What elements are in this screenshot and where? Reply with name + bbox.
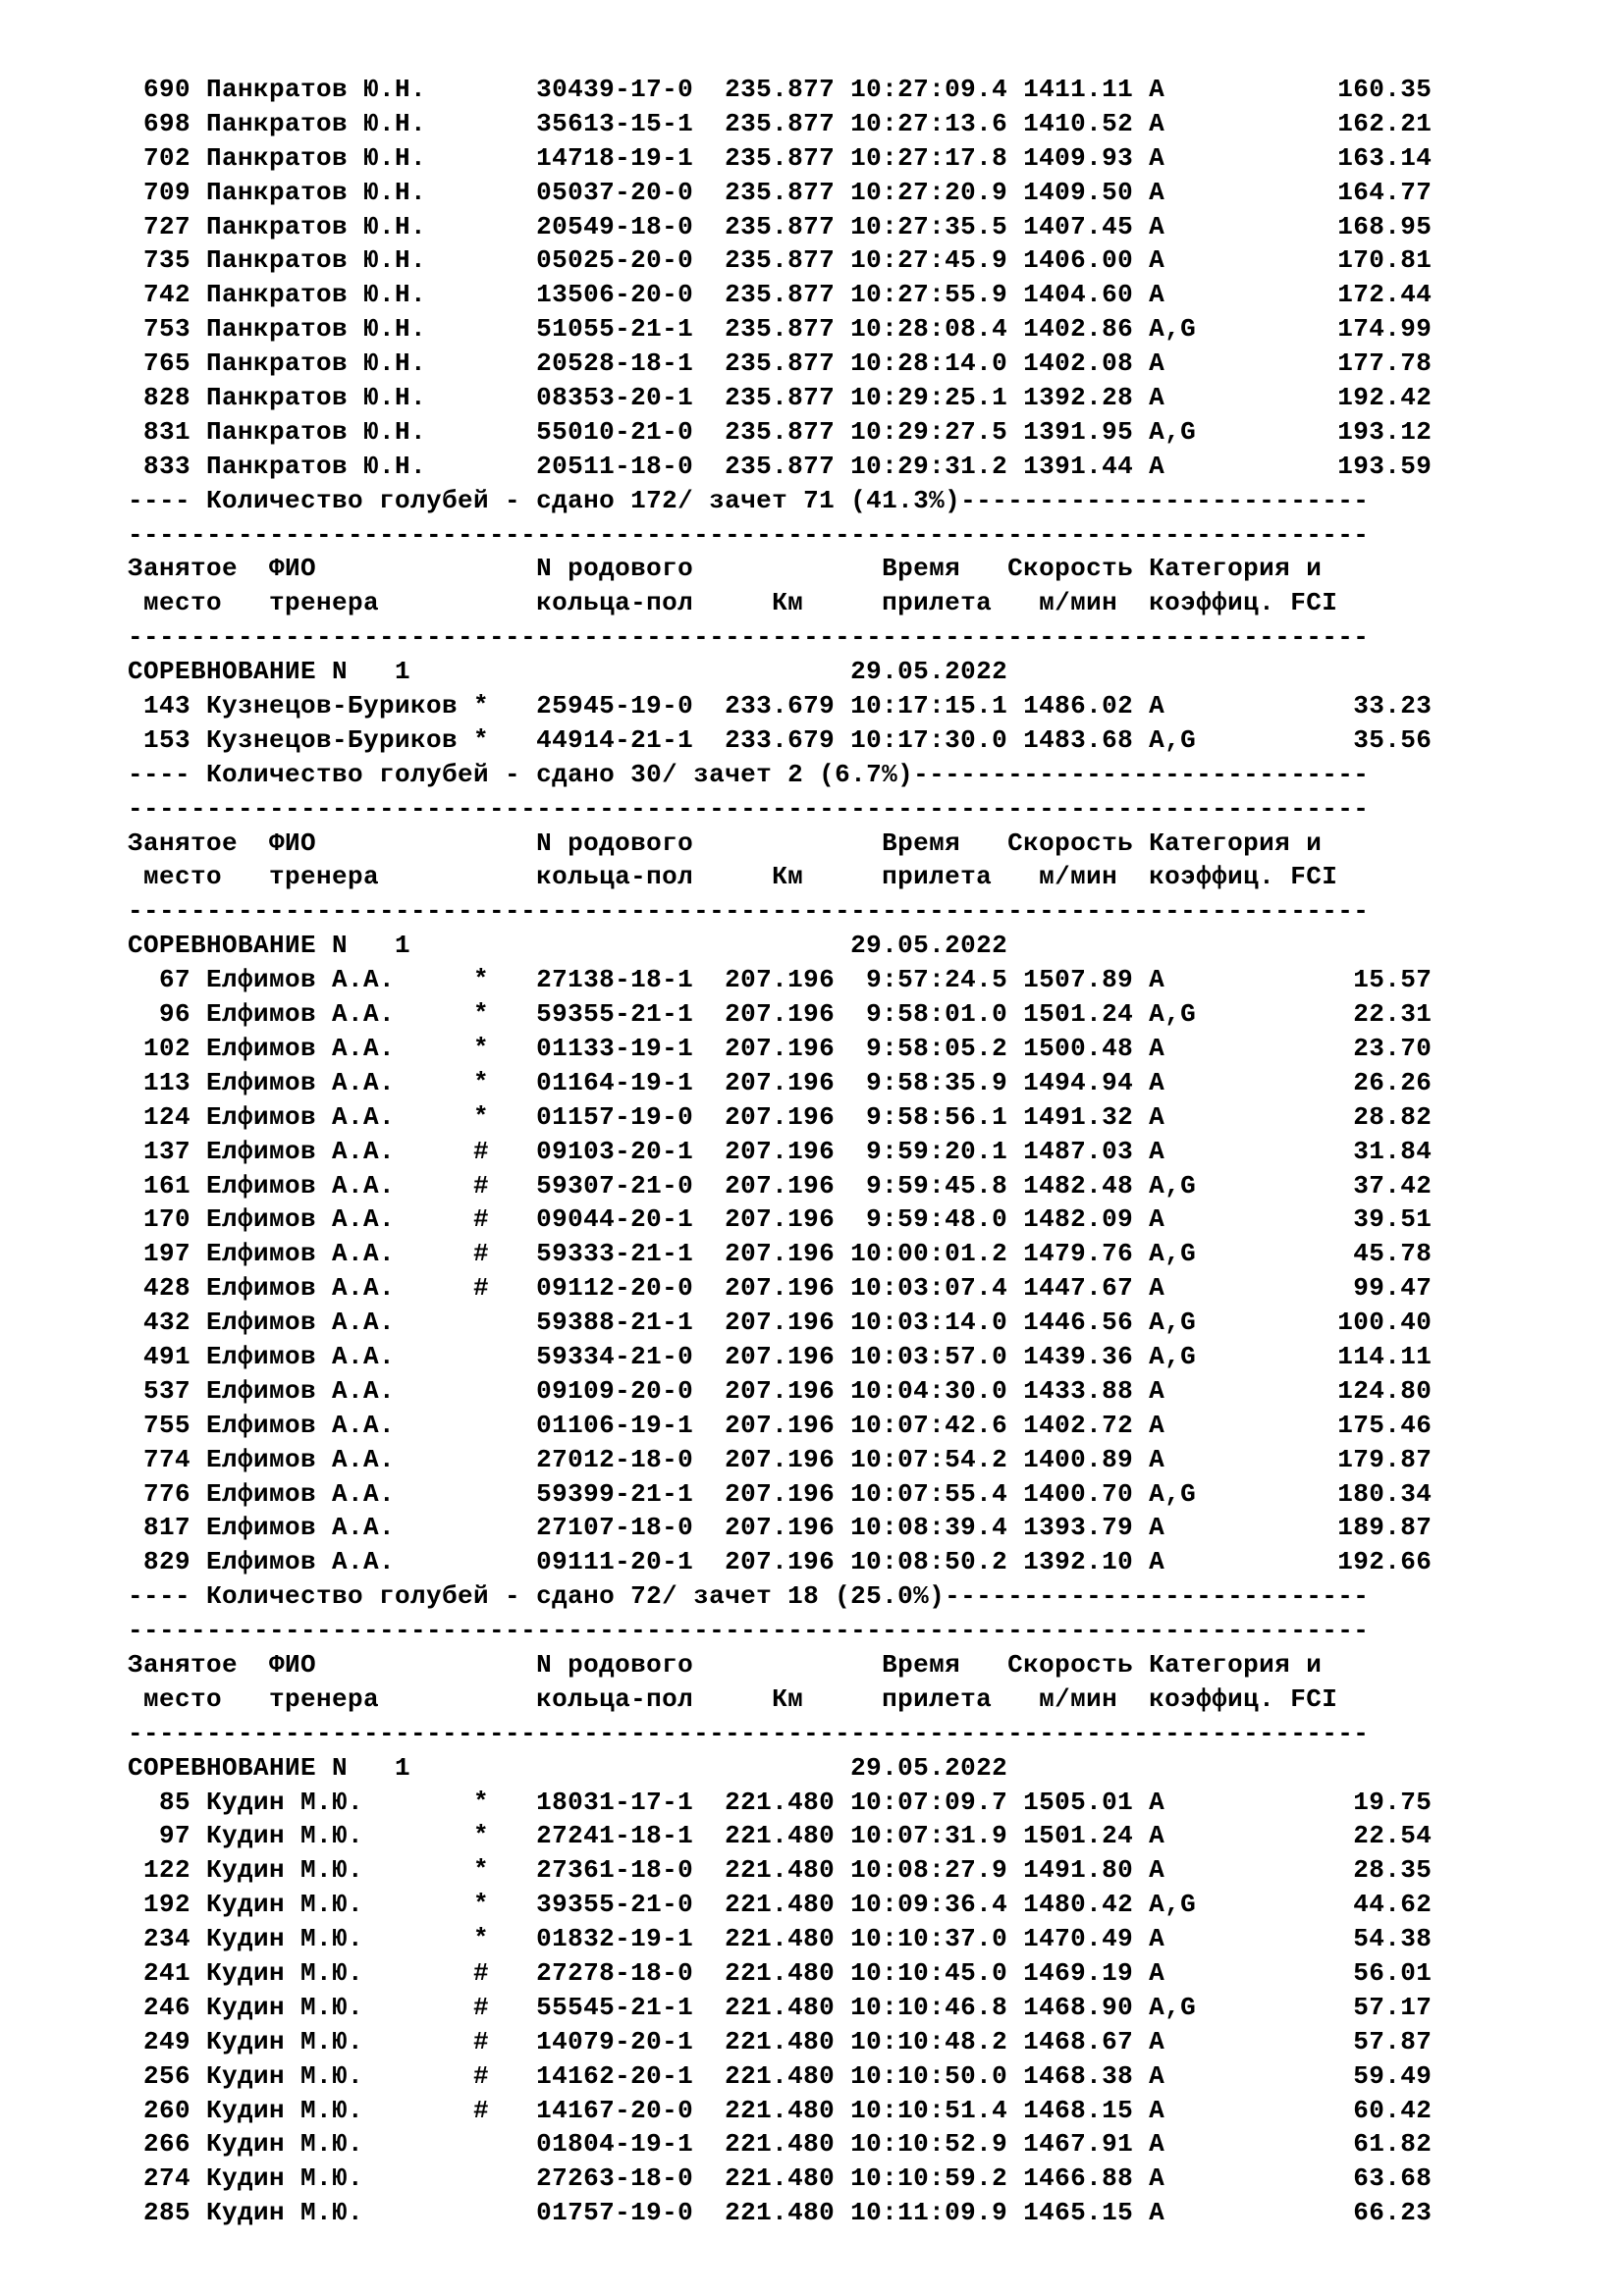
text-line: 709 Панкратов Ю.Н. 05037-20-0 235.877 10:27:20.9 1409.50 A 164.77 bbox=[128, 177, 1433, 207]
text-line: 256 Кудин М.Ю. # 14162-20-1 221.480 10:10:50.0 1468.38 A 59.49 bbox=[128, 2060, 1433, 2091]
text-line: ------------------------------------------------------------------------------- bbox=[128, 1718, 1370, 1748]
text-line: место тренера кольца-пол Км прилета м/мин коэффиц. FCI bbox=[128, 862, 1338, 892]
text-line: 817 Елфимов А.А. 27107-18-0 207.196 10:08:39.4 1393.79 A 189.87 bbox=[128, 1513, 1433, 1543]
text-line: 828 Панкратов Ю.Н. 08353-20-1 235.877 10:29:25.1 1392.28 A 192.42 bbox=[128, 383, 1433, 413]
text-line: 192 Кудин М.Ю. * 39355-21-0 221.480 10:09:36.4 1480.42 A,G 44.62 bbox=[128, 1890, 1433, 1920]
text-line: 249 Кудин М.Ю. # 14079-20-1 221.480 10:10:48.2 1468.67 A 57.87 bbox=[128, 2026, 1433, 2056]
text-line: 143 Кузнецов-Буриков * 25945-19-0 233.679 10:17:15.1 1486.02 A 33.23 bbox=[128, 691, 1433, 721]
text-line: 124 Елфимов А.А. * 01157-19-0 207.196 9:58:56.1 1491.32 A 28.82 bbox=[128, 1101, 1433, 1132]
text-line: ------------------------------------------------------------------------------- bbox=[128, 793, 1370, 824]
text-line: 698 Панкратов Ю.Н. 35613-15-1 235.877 10:27:13.6 1410.52 A 162.21 bbox=[128, 108, 1433, 138]
text-line: 113 Елфимов А.А. * 01164-19-1 207.196 9:58:35.9 1494.94 A 26.26 bbox=[128, 1067, 1433, 1097]
text-line: 774 Елфимов А.А. 27012-18-0 207.196 10:07:54.2 1400.89 A 179.87 bbox=[128, 1444, 1433, 1474]
text-line: 727 Панкратов Ю.Н. 20549-18-0 235.877 10:27:35.5 1407.45 A 168.95 bbox=[128, 211, 1433, 241]
text-line: Занятое ФИО N родового Время Скорость Категория и bbox=[128, 554, 1323, 584]
text-line: 702 Панкратов Ю.Н. 14718-19-1 235.877 10:27:17.8 1409.93 A 163.14 bbox=[128, 142, 1433, 173]
text-line: 537 Елфимов А.А. 09109-20-0 207.196 10:04:30.0 1433.88 A 124.80 bbox=[128, 1375, 1433, 1406]
text-line: 266 Кудин М.Ю. 01804-19-1 221.480 10:10:52.9 1467.91 A 61.82 bbox=[128, 2129, 1433, 2160]
text-line: 829 Елфимов А.А. 09111-20-1 207.196 10:08:50.2 1392.10 A 192.66 bbox=[128, 1547, 1433, 1577]
text-line: Занятое ФИО N родового Время Скорость Категория и bbox=[128, 1649, 1323, 1680]
text-line: 85 Кудин М.Ю. * 18031-17-1 221.480 10:07:09.7 1505.01 A 19.75 bbox=[128, 1787, 1433, 1817]
text-line: 137 Елфимов А.А. # 09103-20-1 207.196 9:59:20.1 1487.03 A 31.84 bbox=[128, 1136, 1433, 1166]
text-line: 67 Елфимов А.А. * 27138-18-1 207.196 9:57:24.5 1507.89 A 15.57 bbox=[128, 965, 1433, 995]
text-line: 491 Елфимов А.А. 59334-21-0 207.196 10:03:57.0 1439.36 A,G 114.11 bbox=[128, 1341, 1433, 1371]
text-line: 432 Елфимов А.А. 59388-21-1 207.196 10:03:14.0 1446.56 A,G 100.40 bbox=[128, 1308, 1433, 1338]
text-line: 742 Панкратов Ю.Н. 13506-20-0 235.877 10:27:55.9 1404.60 A 172.44 bbox=[128, 280, 1433, 310]
text-line: СОРЕВНОВАНИЕ N 1 29.05.2022 bbox=[128, 1752, 1008, 1783]
text-line: 428 Елфимов А.А. # 09112-20-0 207.196 10:03:07.4 1447.67 A 99.47 bbox=[128, 1273, 1433, 1304]
text-line: ------------------------------------------------------------------------------- bbox=[128, 519, 1370, 550]
text-line: ---- Количество голубей - сдано 172/ зачет 71 (41.3%)-------------------------- bbox=[128, 485, 1370, 515]
text-line: 753 Панкратов Ю.Н. 51055-21-1 235.877 10:28:08.4 1402.86 A,G 174.99 bbox=[128, 314, 1433, 345]
text-line: ---- Количество голубей - сдано 72/ зачет 18 (25.0%)--------------------------- bbox=[128, 1581, 1370, 1612]
text-line: 776 Елфимов А.А. 59399-21-1 207.196 10:07:55.4 1400.70 A,G 180.34 bbox=[128, 1478, 1433, 1509]
text-line: 170 Елфимов А.А. # 09044-20-1 207.196 9:59:48.0 1482.09 A 39.51 bbox=[128, 1204, 1433, 1235]
text-line: ------------------------------------------------------------------------------- bbox=[128, 1616, 1370, 1646]
text-line: место тренера кольца-пол Км прилета м/мин коэффиц. FCI bbox=[128, 1683, 1338, 1714]
text-line: 161 Елфимов А.А. # 59307-21-0 207.196 9:59:45.8 1482.48 A,G 37.42 bbox=[128, 1170, 1433, 1201]
text-line: ---- Количество голубей - сдано 30/ зачет 2 (6.7%)----------------------------- bbox=[128, 759, 1370, 789]
text-line: Занятое ФИО N родового Время Скорость Категория и bbox=[128, 828, 1323, 858]
text-line: ------------------------------------------------------------------------------- bbox=[128, 622, 1370, 653]
text-line: СОРЕВНОВАНИЕ N 1 29.05.2022 bbox=[128, 657, 1008, 687]
text-line: место тренера кольца-пол Км прилета м/мин коэффиц. FCI bbox=[128, 588, 1338, 618]
text-line: 274 Кудин М.Ю. 27263-18-0 221.480 10:10:59.2 1466.88 A 63.68 bbox=[128, 2163, 1433, 2194]
text-line: 755 Елфимов А.А. 01106-19-1 207.196 10:07:42.6 1402.72 A 175.46 bbox=[128, 1410, 1433, 1440]
text-line: 833 Панкратов Ю.Н. 20511-18-0 235.877 10:29:31.2 1391.44 A 193.59 bbox=[128, 451, 1433, 481]
text-line: 122 Кудин М.Ю. * 27361-18-0 221.480 10:08:27.9 1491.80 A 28.35 bbox=[128, 1855, 1433, 1886]
text-line: 285 Кудин М.Ю. 01757-19-0 221.480 10:11:09.9 1465.15 A 66.23 bbox=[128, 2198, 1433, 2228]
text-line: 234 Кудин М.Ю. * 01832-19-1 221.480 10:10:37.0 1470.49 A 54.38 bbox=[128, 1924, 1433, 1954]
text-line: 690 Панкратов Ю.Н. 30439-17-0 235.877 10:27:09.4 1411.11 A 160.35 bbox=[128, 75, 1433, 104]
text-line: 96 Елфимов А.А. * 59355-21-1 207.196 9:58:01.0 1501.24 A,G 22.31 bbox=[128, 999, 1433, 1030]
text-line: 765 Панкратов Ю.Н. 20528-18-1 235.877 10:28:14.0 1402.08 A 177.78 bbox=[128, 348, 1433, 379]
text-line: 97 Кудин М.Ю. * 27241-18-1 221.480 10:07:31.9 1501.24 A 22.54 bbox=[128, 1821, 1433, 1851]
text-line: ------------------------------------------------------------------------------- bbox=[128, 896, 1370, 927]
text-line: 735 Панкратов Ю.Н. 05025-20-0 235.877 10:27:45.9 1406.00 A 170.81 bbox=[128, 245, 1433, 276]
text-line: 153 Кузнецов-Буриков * 44914-21-1 233.679 10:17:30.0 1483.68 A,G 35.56 bbox=[128, 724, 1433, 755]
results-listing bbox=[128, 73, 1432, 2230]
text-line: 260 Кудин М.Ю. # 14167-20-0 221.480 10:10:51.4 1468.15 A 60.42 bbox=[128, 2095, 1433, 2125]
text-line: 241 Кудин М.Ю. # 27278-18-0 221.480 10:10:45.0 1469.19 A 56.01 bbox=[128, 1957, 1433, 1988]
text-line: 197 Елфимов А.А. # 59333-21-1 207.196 10:00:01.2 1479.76 A,G 45.78 bbox=[128, 1239, 1433, 1269]
text-line: 246 Кудин М.Ю. # 55545-21-1 221.480 10:10:46.8 1468.90 A,G 57.17 bbox=[128, 1992, 1433, 2022]
text-line: СОРЕВНОВАНИЕ N 1 29.05.2022 bbox=[128, 931, 1008, 961]
text-line: 831 Панкратов Ю.Н. 55010-21-0 235.877 10:29:27.5 1391.95 A,G 193.12 bbox=[128, 416, 1433, 447]
text-line: 102 Елфимов А.А. * 01133-19-1 207.196 9:58:05.2 1500.48 A 23.70 bbox=[128, 1033, 1433, 1063]
